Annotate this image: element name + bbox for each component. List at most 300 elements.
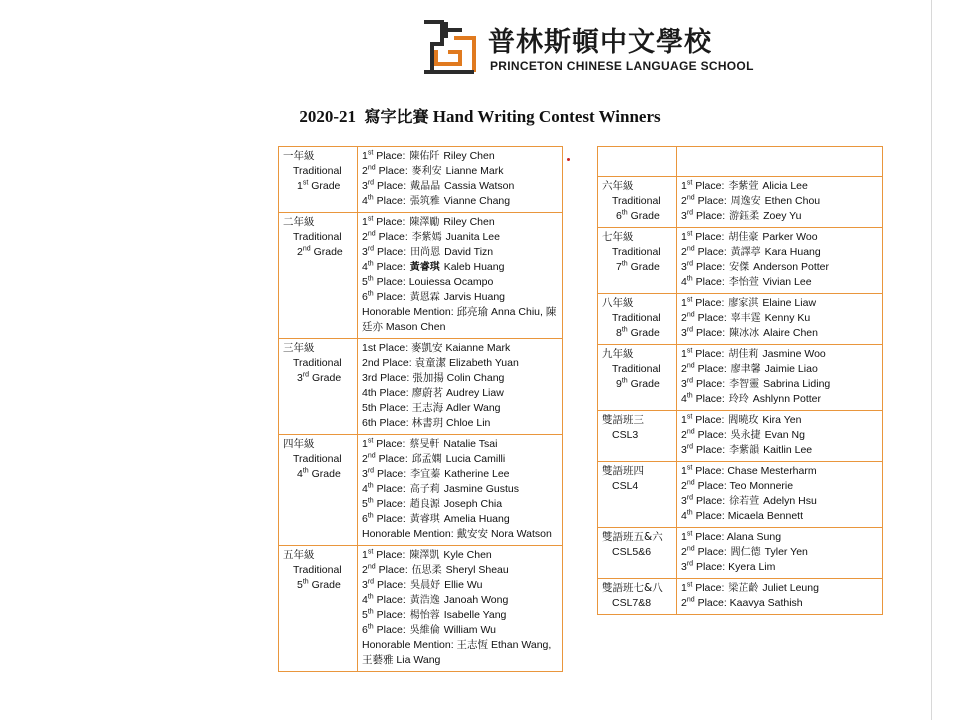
place-label: Place: — [697, 363, 727, 375]
grade-number: 8 — [616, 327, 622, 339]
winner-name-english: Jarvis Huang — [443, 291, 505, 303]
grade-word: Grade — [311, 579, 341, 591]
place-label: Place: — [695, 180, 725, 192]
winner-name-chinese: 黃恩霖 — [409, 292, 440, 303]
winner-entry — [681, 545, 878, 560]
winner-name-english: Kaitlin Lee — [763, 444, 813, 456]
place-label: Place: — [376, 438, 406, 450]
place-ordinal: nd — [686, 428, 695, 436]
winners-cell — [677, 528, 883, 579]
grade-level-track: Traditional — [612, 195, 661, 207]
winner-name-chinese: 吳維倫 — [409, 625, 440, 636]
place-number: 1 — [681, 414, 687, 426]
place-number: 2 — [681, 195, 687, 207]
winner-name-english: Ellie Wu — [444, 579, 483, 591]
grade-level-track: Traditional — [293, 564, 342, 576]
winner-name-chinese: 閻仁德 — [730, 547, 761, 558]
place-label: Place: — [376, 276, 406, 288]
place-number: 1 — [681, 231, 687, 243]
place-ordinal: nd — [367, 452, 376, 460]
place-label: Place: — [695, 465, 725, 477]
place-number: 1 — [681, 465, 687, 477]
winner-entry — [362, 164, 558, 179]
place-ordinal: th — [367, 497, 374, 505]
place-ordinal: st — [367, 215, 374, 223]
winner-name-chinese: 李宜蓁 — [410, 469, 441, 480]
winner-name-english: Katherine Lee — [444, 468, 510, 480]
place-label: Place: — [376, 261, 406, 273]
place-ordinal: nd — [686, 545, 695, 553]
grade-level-number — [602, 377, 672, 392]
winner-name-english: Amelia Huang — [443, 513, 510, 525]
place-ordinal: rd — [686, 560, 694, 568]
winners-cell — [677, 411, 883, 462]
winner-name-chinese: 伍思柔 — [411, 565, 442, 576]
winner-name-english: Chase Mesterharm — [727, 465, 817, 477]
winner-name-english: Lucia Camilli — [445, 453, 506, 465]
grade-number: 4 — [297, 468, 303, 480]
winner-name-english: Ashlynn Potter — [752, 393, 822, 405]
winner-entry — [362, 623, 558, 638]
class-code: CSL7&8 — [612, 597, 652, 609]
grade-ordinal: rd — [302, 371, 310, 379]
place-number: 5 — [362, 276, 368, 288]
winner-name-chinese: 張筑雅 — [409, 196, 440, 207]
winner-name-chinese: 廖家淇 — [728, 298, 759, 309]
winner-entry — [681, 326, 878, 341]
place-ordinal: th — [367, 275, 374, 283]
winner-name-chinese: 李紫萱 — [728, 181, 759, 192]
grade-level-cell — [279, 435, 358, 546]
winner-entry — [681, 362, 878, 377]
place-number: 1 — [681, 180, 687, 192]
place-ordinal: th — [686, 275, 693, 283]
winner-entry — [362, 401, 558, 416]
winner-name-english: Kaleb Huang — [443, 261, 505, 273]
grade-level-track: Traditional — [612, 246, 661, 258]
place-label: Place: — [696, 561, 726, 573]
grade-ordinal: th — [621, 260, 628, 268]
place-label: Place: — [696, 261, 726, 273]
place-number: 1 — [681, 582, 687, 594]
school-emblem-icon — [420, 18, 478, 76]
place-label: Place: — [376, 594, 406, 606]
grade-level-chinese: 三年級 — [283, 342, 315, 354]
school-name-english: PRINCETON CHINESE LANGUAGE SCHOOL — [490, 59, 754, 73]
place-label: Place: — [376, 291, 406, 303]
winner-name-english: Alicia Lee — [762, 180, 808, 192]
grade-level-chinese: 雙語班五&六 — [602, 531, 663, 543]
grade-level-chinese: 雙語班三 — [602, 414, 644, 426]
grade-level-cell — [598, 177, 677, 228]
empty-cell — [677, 147, 883, 177]
place-ordinal: rd — [686, 260, 694, 268]
grade-level-cell — [598, 411, 677, 462]
place-number: 1 — [681, 531, 687, 543]
grade-level-cell — [598, 528, 677, 579]
title-year: 2020-21 — [299, 107, 357, 126]
place-label: Place: — [695, 276, 725, 288]
winner-text: Honorable Mention: 邱亮瑜 Anna Chiu, 陳廷亦 Mason Chen — [362, 306, 557, 333]
place-number: 3 — [681, 561, 687, 573]
place-ordinal: st — [367, 149, 374, 157]
winner-entry — [362, 497, 558, 512]
winner-entry — [362, 371, 558, 386]
winner-name-chinese: 趙良源 — [409, 499, 440, 510]
winner-name-english: Jaimie Liao — [764, 363, 818, 375]
page-title — [0, 104, 960, 127]
place-number: 1 — [681, 348, 687, 360]
winner-entry — [681, 194, 878, 209]
winner-entry — [362, 482, 558, 497]
place-label: Place: — [697, 480, 727, 492]
place-number: 4 — [362, 483, 368, 495]
place-ordinal: rd — [367, 578, 375, 586]
grade-level-number — [283, 179, 353, 194]
place-label: Place: — [376, 483, 406, 495]
winners-table-right — [597, 146, 883, 615]
place-label: Place: — [377, 180, 407, 192]
winner-name-chinese: 安傑 — [729, 262, 750, 273]
place-number: 1 — [681, 297, 687, 309]
grade-level-chinese: 雙語班七&八 — [602, 582, 663, 594]
winner-entry — [362, 245, 558, 260]
winner-entry — [362, 290, 558, 305]
place-ordinal: th — [367, 290, 374, 298]
winner-name-chinese: 李智靈 — [729, 379, 760, 390]
winner-name-english: Kyle Chen — [443, 549, 492, 561]
winner-name-chinese: 辜丰霆 — [730, 313, 761, 324]
winner-name-english: Kira Yen — [762, 414, 802, 426]
place-label: Place: — [378, 453, 408, 465]
winner-name-chinese: 陳佑阡 — [409, 151, 440, 162]
grade-word: Grade — [630, 327, 660, 339]
place-ordinal: st — [686, 464, 693, 472]
winner-entry — [681, 530, 878, 545]
winner-entry — [681, 560, 878, 575]
winner-entry — [681, 311, 878, 326]
winner-entry — [362, 548, 558, 563]
winner-name-chinese: 胡佳豪 — [728, 232, 759, 243]
winner-name-english: Vianne Chang — [443, 195, 511, 207]
place-number: 3 — [362, 180, 368, 192]
winner-name-chinese: 楊怡蓉 — [409, 610, 440, 621]
place-label: Place: — [378, 231, 408, 243]
grade-row — [279, 213, 563, 339]
grade-word: Grade — [312, 372, 342, 384]
winner-entry — [681, 428, 878, 443]
winner-entry — [681, 443, 878, 458]
winner-entry — [362, 563, 558, 578]
place-number: 2 — [362, 564, 368, 576]
place-label: Place: — [696, 378, 726, 390]
winner-name-chinese: 李怡萱 — [728, 277, 759, 288]
winner-name-english: Natalie Tsai — [443, 438, 498, 450]
place-ordinal: nd — [686, 362, 695, 370]
grade-level-number — [283, 371, 353, 386]
winner-name-english: Louiessa Ocampo — [408, 276, 494, 288]
winner-entry — [681, 230, 878, 245]
grade-row — [598, 177, 883, 228]
winners-cell — [358, 339, 563, 435]
winners-cell — [677, 294, 883, 345]
winner-entry — [681, 464, 878, 479]
place-number: 4 — [681, 510, 687, 522]
winner-entry — [362, 341, 558, 356]
grade-word: Grade — [311, 180, 341, 192]
winner-name-english: Vivian Lee — [762, 276, 812, 288]
winner-name-english: Kara Huang — [764, 246, 821, 258]
winner-name-english: Lianne Mark — [445, 165, 504, 177]
school-logo — [420, 18, 754, 80]
place-number: 4 — [681, 393, 687, 405]
place-label: Place: — [376, 150, 406, 162]
winner-name-chinese: 黃睿琪 — [409, 514, 440, 525]
place-ordinal: rd — [686, 209, 694, 217]
winner-name-english: Isabelle Yang — [443, 609, 507, 621]
place-ordinal: nd — [686, 479, 695, 487]
winner-name-chinese: 高子莉 — [409, 484, 440, 495]
place-ordinal: nd — [367, 230, 376, 238]
winners-cell — [358, 546, 563, 672]
winner-entry — [681, 179, 878, 194]
winner-text: 1st Place: 麥凱安 Kaianne Mark — [362, 342, 511, 354]
grade-level-chinese: 八年級 — [602, 297, 634, 309]
grade-level-cell — [279, 546, 358, 672]
place-label: Place: — [695, 231, 725, 243]
place-ordinal: rd — [686, 326, 694, 334]
grade-row — [598, 294, 883, 345]
winner-name-english: Riley Chen — [443, 150, 495, 162]
place-number: 3 — [681, 444, 687, 456]
winner-name-english: Kyera Lim — [728, 561, 776, 573]
winner-entry — [362, 230, 558, 245]
winner-entry — [362, 179, 558, 194]
place-label: Place: — [696, 495, 726, 507]
winner-name-english: Ethen Chou — [764, 195, 821, 207]
place-label: Place: — [376, 216, 406, 228]
winners-cell — [677, 579, 883, 615]
winner-entry — [681, 245, 878, 260]
place-label: Place: — [377, 246, 407, 258]
place-label: Place: — [376, 549, 406, 561]
winner-entry — [362, 578, 558, 593]
winner-name-english: Juliet Leung — [762, 582, 819, 594]
grade-level-chinese: 七年級 — [602, 231, 634, 243]
winner-name-chinese: 閻曉玫 — [728, 415, 759, 426]
grade-row — [598, 228, 883, 294]
winner-name-chinese: 徐若萱 — [729, 496, 760, 507]
grade-word: Grade — [630, 210, 660, 222]
place-number: 2 — [681, 546, 687, 558]
winner-name-chinese: 黃譯葶 — [730, 247, 761, 258]
grade-level-number — [602, 209, 672, 224]
empty-cell — [598, 147, 677, 177]
winner-entry — [362, 215, 558, 230]
grade-row — [598, 411, 883, 462]
winner-name-chinese: 邱孟嫻 — [411, 454, 442, 465]
place-number: 2 — [681, 363, 687, 375]
winner-name-english: Kaavya Sathish — [729, 597, 803, 609]
winner-name-english: Cassia Watson — [444, 180, 515, 192]
winner-name-chinese: 游鈺柔 — [729, 211, 760, 222]
winner-name-chinese: 戴晶晶 — [410, 181, 441, 192]
winners-cell — [358, 213, 563, 339]
grade-level-cell — [598, 228, 677, 294]
winner-entry — [362, 437, 558, 452]
place-label: Place: — [695, 414, 725, 426]
place-label: Place: — [378, 564, 408, 576]
place-ordinal: rd — [686, 494, 694, 502]
winner-entry — [362, 260, 558, 275]
winner-entry — [362, 452, 558, 467]
table-header-row-empty — [598, 147, 883, 177]
place-label: Place: — [695, 510, 725, 522]
place-label: Place: — [696, 444, 726, 456]
place-number: 2 — [362, 231, 368, 243]
place-label: Place: — [695, 348, 725, 360]
winner-name-english: Joseph Chia — [443, 498, 503, 510]
winner-entry — [681, 413, 878, 428]
place-ordinal: nd — [367, 164, 376, 172]
place-number: 6 — [362, 291, 368, 303]
grade-number: 1 — [297, 180, 303, 192]
winner-entry — [362, 194, 558, 209]
winner-name-chinese: 麥利安 — [411, 166, 442, 177]
winner-entry — [681, 209, 878, 224]
place-label: Place: — [695, 297, 725, 309]
winner-name-chinese: 陳澤勵 — [409, 217, 440, 228]
place-ordinal: st — [367, 437, 374, 445]
place-label: Place: — [697, 246, 727, 258]
winner-name-chinese: 吳晨妤 — [410, 580, 441, 591]
winner-name-chinese: 李紫韻 — [729, 445, 760, 456]
winner-entry — [681, 347, 878, 362]
place-number: 1 — [362, 549, 368, 561]
winner-entry — [362, 275, 558, 290]
place-ordinal: th — [367, 194, 374, 202]
winner-entry — [362, 467, 558, 482]
place-number: 3 — [681, 210, 687, 222]
grade-ordinal: th — [302, 578, 309, 586]
winner-entry — [362, 149, 558, 164]
winner-name-english: Evan Ng — [764, 429, 805, 441]
grade-level-number — [602, 260, 672, 275]
place-number: 3 — [362, 468, 368, 480]
winner-entry — [362, 512, 558, 527]
winner-entry — [681, 392, 878, 407]
title-chinese: 寫字比賽 — [364, 107, 429, 126]
place-number: 2 — [681, 312, 687, 324]
winner-name-chinese: 黃浩逸 — [409, 595, 440, 606]
place-ordinal: st — [686, 530, 693, 538]
grade-level-chinese: 四年級 — [283, 438, 315, 450]
place-ordinal: st — [367, 548, 374, 556]
grade-number: 7 — [616, 261, 622, 273]
place-number: 3 — [362, 246, 368, 258]
place-number: 6 — [362, 513, 368, 525]
grade-level-number — [283, 245, 353, 260]
grade-level-track: Traditional — [293, 453, 342, 465]
place-number: 3 — [681, 495, 687, 507]
winner-name-english: Kenny Ku — [764, 312, 811, 324]
winner-name-english: Tyler Yen — [764, 546, 808, 558]
place-number: 2 — [362, 453, 368, 465]
winner-entry — [681, 596, 878, 611]
winner-entry — [362, 416, 558, 431]
grade-number: 3 — [297, 372, 303, 384]
grade-level-chinese: 二年級 — [283, 216, 315, 228]
place-number: 1 — [362, 216, 368, 228]
place-label: Place: — [377, 468, 407, 480]
grade-word: Grade — [630, 261, 660, 273]
place-number: 2 — [681, 480, 687, 492]
winner-text: Honorable Mention: 戴安安 Nora Watson — [362, 528, 552, 540]
grade-level-chinese: 六年級 — [602, 180, 634, 192]
class-code: CSL5&6 — [612, 546, 652, 558]
winner-name-english: Anderson Potter — [753, 261, 829, 273]
winner-text: 6th Place: 林書玥 Chloe Lin — [362, 417, 491, 429]
grade-level-cell — [279, 213, 358, 339]
winner-name-english: Sheryl Sheau — [445, 564, 509, 576]
winner-name-english: Janoah Wong — [443, 594, 509, 606]
winner-name-chinese: 周逸安 — [730, 196, 761, 207]
winner-entry — [681, 275, 878, 290]
winner-entry — [681, 509, 878, 524]
class-code: CSL4 — [612, 480, 639, 492]
place-ordinal: th — [367, 482, 374, 490]
place-label: Place: — [378, 165, 408, 177]
winners-cell — [358, 147, 563, 213]
grade-row — [279, 435, 563, 546]
grade-number: 9 — [616, 378, 622, 390]
winner-name-chinese: 梁芷齡 — [728, 583, 759, 594]
place-number: 2 — [681, 597, 687, 609]
place-label: Place: — [695, 582, 725, 594]
grade-ordinal: th — [621, 326, 628, 334]
place-ordinal: th — [367, 260, 374, 268]
grade-level-chinese: 一年級 — [283, 150, 315, 162]
grade-ordinal: nd — [302, 245, 311, 253]
place-number: 2 — [681, 246, 687, 258]
grade-level-track: Traditional — [612, 312, 661, 324]
place-ordinal: nd — [686, 311, 695, 319]
winner-name-english: Riley Chen — [443, 216, 495, 228]
winner-text: Honorable Mention: 王志恆 Ethan Wang, 王藝雅 Lia Wang — [362, 639, 552, 666]
red-dot-mark — [567, 158, 570, 161]
place-label: Place: — [697, 597, 727, 609]
winner-text: 5th Place: 王志海 Adler Wang — [362, 402, 501, 414]
winner-name-english: Teo Monnerie — [729, 480, 794, 492]
place-label: Place: — [696, 210, 726, 222]
place-number: 4 — [681, 276, 687, 288]
place-label: Place: — [376, 195, 406, 207]
place-ordinal: st — [686, 296, 693, 304]
place-ordinal: th — [367, 623, 374, 631]
place-ordinal: rd — [686, 377, 694, 385]
winner-name-chinese: 胡佳莉 — [728, 349, 759, 360]
place-label: Place: — [695, 531, 725, 543]
place-number: 3 — [681, 327, 687, 339]
winner-name-english: William Wu — [443, 624, 497, 636]
grade-level-cell — [598, 294, 677, 345]
place-ordinal: st — [686, 581, 693, 589]
grade-word: Grade — [313, 246, 343, 258]
place-number: 4 — [362, 261, 368, 273]
place-ordinal: nd — [686, 245, 695, 253]
grade-level-number — [283, 578, 353, 593]
place-label: Place: — [697, 546, 727, 558]
